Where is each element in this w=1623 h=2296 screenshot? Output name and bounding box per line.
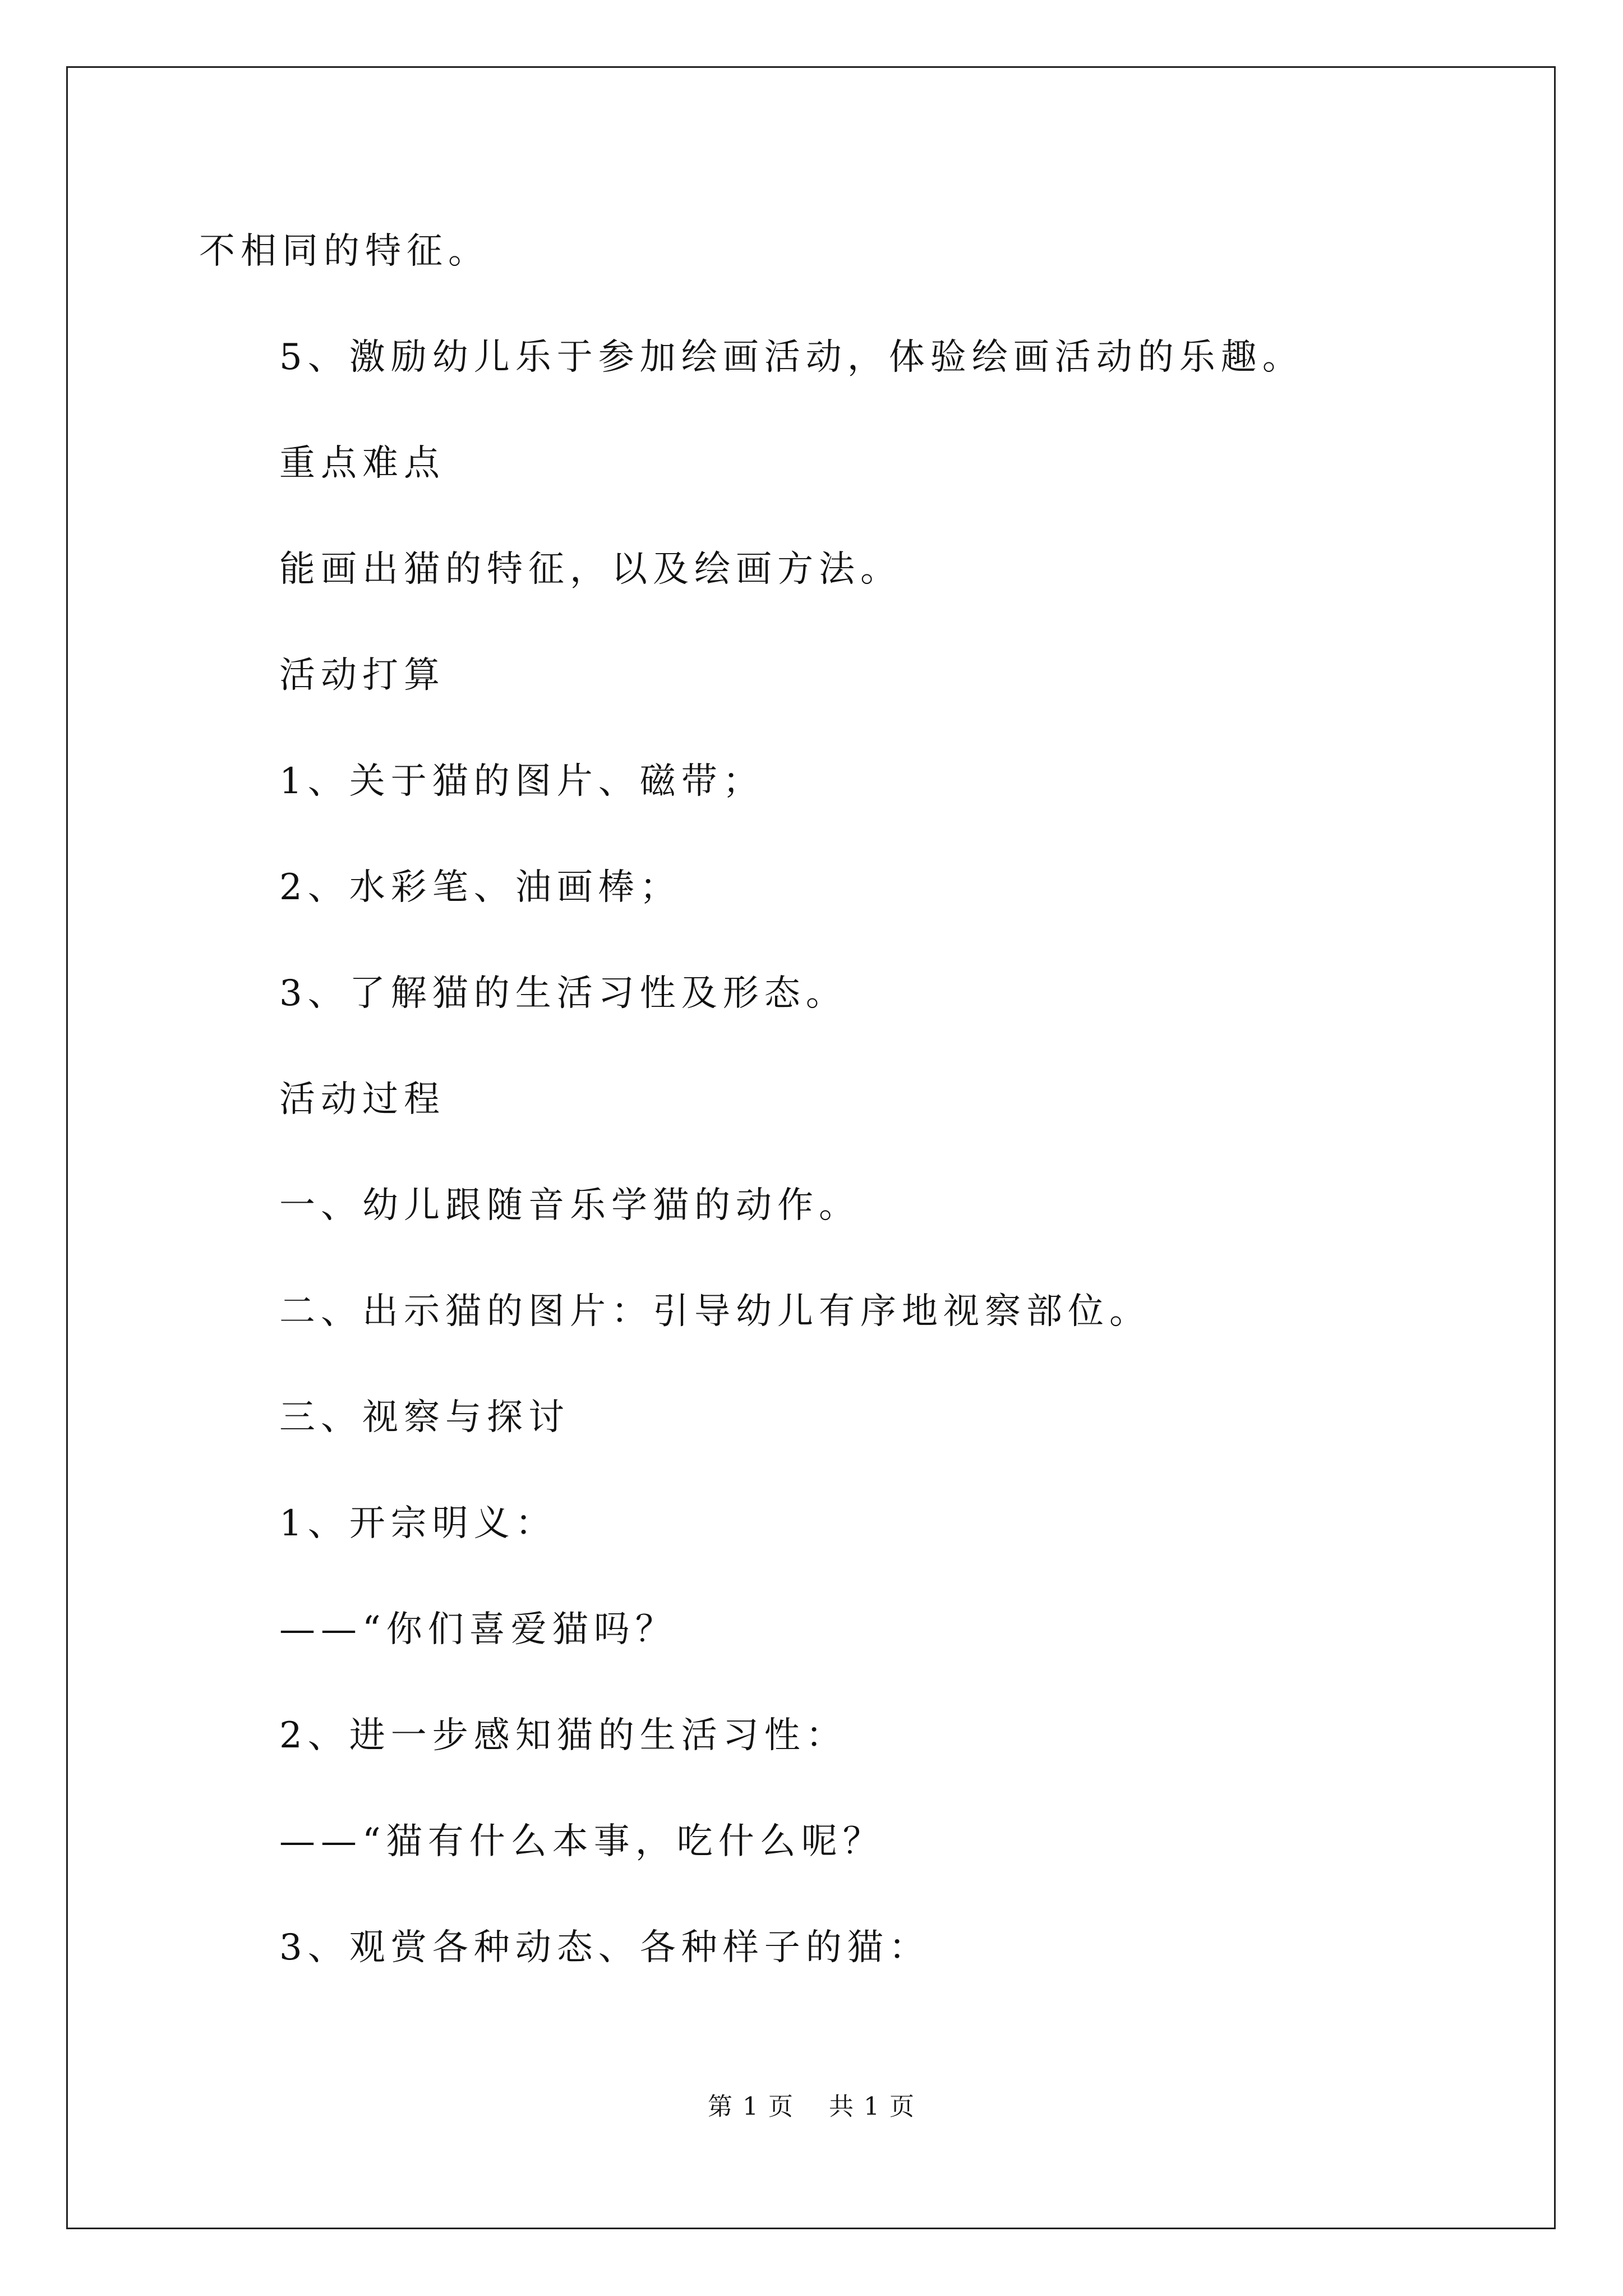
list-item: 二、出示猫的图片：引导幼儿有序地视察部位。 (279, 1291, 1151, 1332)
section-heading: 重点难点 (279, 443, 445, 484)
page-number: 第 1 页 共 1 页 (708, 2092, 915, 2121)
list-item: 1、关于猫的图片、磁带； (279, 761, 764, 802)
list-item: 1、开宗明义： (279, 1503, 557, 1544)
list-item: 三、视察与探讨 (279, 1397, 570, 1438)
dialogue-line: ——“你们喜爱猫吗？ (279, 1609, 677, 1650)
list-item: 3、了解猫的生活习性及形态。 (279, 973, 847, 1014)
text-line: 5、激励幼儿乐于参加绘画活动，体验绘画活动的乐趣。 (279, 337, 1304, 378)
section-heading: 活动打算 (279, 655, 445, 696)
section-heading: 活动过程 (279, 1079, 445, 1120)
text-line: 不相同的特征。 (199, 231, 490, 272)
list-item: 一、幼儿跟随音乐学猫的动作。 (279, 1185, 860, 1226)
list-item: 3、观赏各种动态、各种样子的猫： (279, 1927, 930, 1968)
list-item: 2、进一步感知猫的生活习性： (279, 1715, 847, 1756)
dialogue-line: ——“猫有什么本事，吃什么呢？ (279, 1821, 884, 1862)
text-line: 能画出猫的特征，以及绘画方法。 (279, 549, 902, 590)
list-item: 2、水彩笔、油画棒； (279, 867, 681, 908)
